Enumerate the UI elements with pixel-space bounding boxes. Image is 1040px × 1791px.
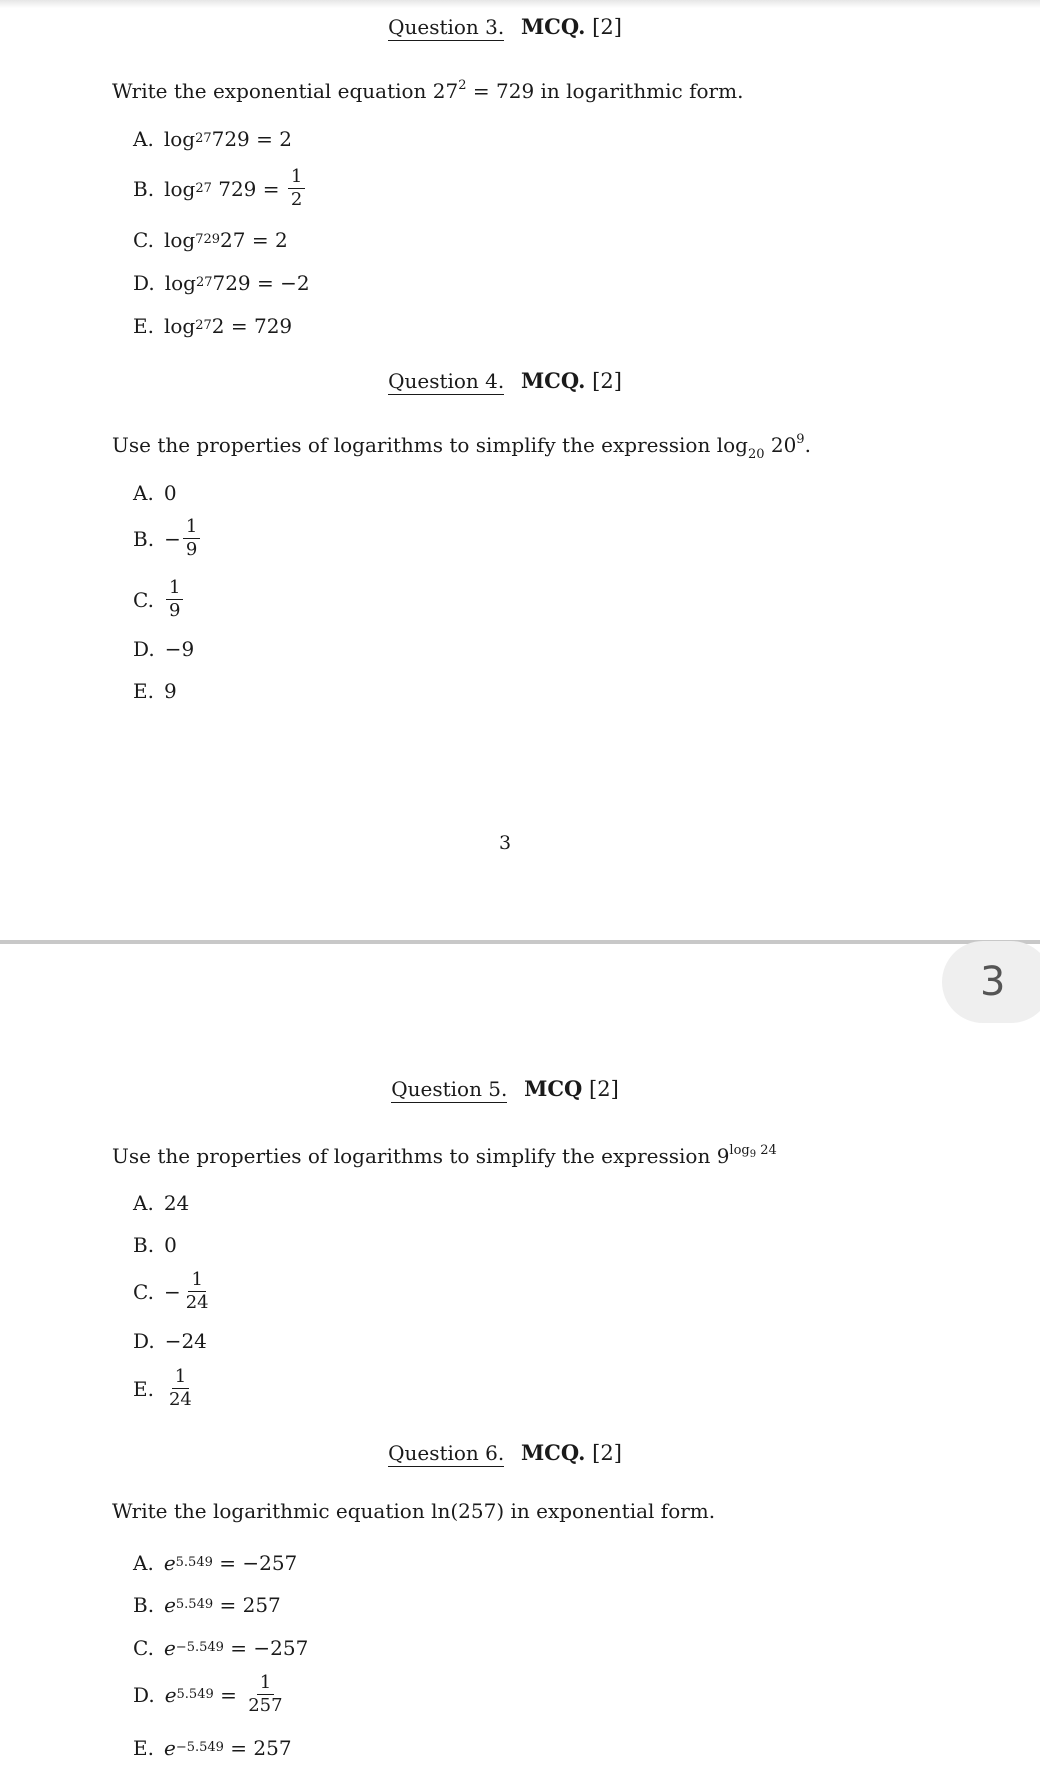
fraction: $\frac{1}{257}$ <box>248 1672 283 1716</box>
question-type: MCQ. <box>520 368 586 393</box>
question-points: [2] <box>592 369 622 393</box>
question-type: MCQ. <box>520 1440 586 1465</box>
fraction: $\frac{1}{24}$ <box>168 1366 192 1410</box>
page-footer-number: 3 <box>498 832 512 854</box>
question-label: Question 4. <box>388 369 505 393</box>
page-separator <box>0 940 1040 944</box>
question-points: [2] <box>592 15 622 39</box>
question-3-option-d[interactable]: D. log 27 729 = −2 <box>133 271 310 295</box>
question-4-stem: Use the properties of logarithms to simplify the expression $\log_{20} 20^9$. <box>112 432 811 462</box>
question-6-stem: Write the logarithmic equation ln(257) in exponential form. <box>112 1499 716 1523</box>
question-points: [2] <box>592 1441 622 1465</box>
question-6-option-b[interactable]: B. e 5.549 = 257 <box>133 1593 281 1617</box>
page-number-badge: 3 <box>942 941 1040 1023</box>
question-6-option-a[interactable]: A. e 5.549 = −257 <box>133 1551 298 1575</box>
question-5-option-d[interactable]: D. −24 <box>133 1329 207 1353</box>
question-4-option-e[interactable]: E. 9 <box>133 679 177 703</box>
question-3-option-b[interactable]: B. log 27 729 = $\frac{1}{2}$ <box>133 166 307 211</box>
question-4-option-a[interactable]: A. 0 <box>133 481 177 505</box>
question-4-option-c[interactable]: C. $\frac{1}{9}$ <box>133 577 185 622</box>
question-6-option-c[interactable]: C. e −5.549 = −257 <box>133 1636 309 1660</box>
fraction: $\frac{1}{24}$ <box>185 1269 209 1313</box>
question-5-option-e[interactable]: E. $\frac{1}{24}$ <box>133 1366 197 1411</box>
question-5-stem: Use the properties of logarithms to simplify the expression $9^{log_9 24}$ <box>112 1143 777 1168</box>
question-label: Question 3. <box>388 15 505 39</box>
question-3-option-e[interactable]: E. log 27 2 = 729 <box>133 314 293 338</box>
question-type: MCQ. <box>520 14 586 39</box>
question-label: Question 6. <box>388 1441 505 1465</box>
question-points: [2] <box>589 1077 619 1101</box>
fraction: $\frac{1}{9}$ <box>166 577 183 622</box>
question-type: MCQ <box>524 1076 583 1101</box>
question-6-header <box>0 1440 1010 1466</box>
question-label: Question 5. <box>391 1077 508 1101</box>
question-5-header <box>0 1076 1010 1102</box>
question-3-header <box>0 14 1010 40</box>
question-4-option-d[interactable]: D. −9 <box>133 637 195 661</box>
question-5-option-a[interactable]: A. 24 <box>133 1191 190 1215</box>
question-4-option-b[interactable]: B. − $\frac{1}{9}$ <box>133 516 202 561</box>
question-4-header <box>0 368 1010 394</box>
question-3-option-a[interactable]: A. log 27 729 = 2 <box>133 127 292 151</box>
question-5-option-c[interactable]: C. − $\frac{1}{24}$ <box>133 1269 214 1314</box>
question-3-option-c[interactable]: C. log 729 27 = 2 <box>133 228 288 252</box>
question-6-option-e[interactable]: E. e −5.549 = 257 <box>133 1736 292 1760</box>
question-6-option-d[interactable]: D. e 5.549 = $\frac{1}{257}$ <box>133 1672 288 1717</box>
top-edge-shadow <box>0 0 1040 8</box>
fraction: $\frac{1}{2}$ <box>288 166 305 211</box>
question-5-option-b[interactable]: B. 0 <box>133 1233 177 1257</box>
question-3-stem: Write the exponential equation $27^2 = 729$ in logarithmic form. <box>112 78 744 103</box>
fraction: $\frac{1}{9}$ <box>183 516 200 561</box>
